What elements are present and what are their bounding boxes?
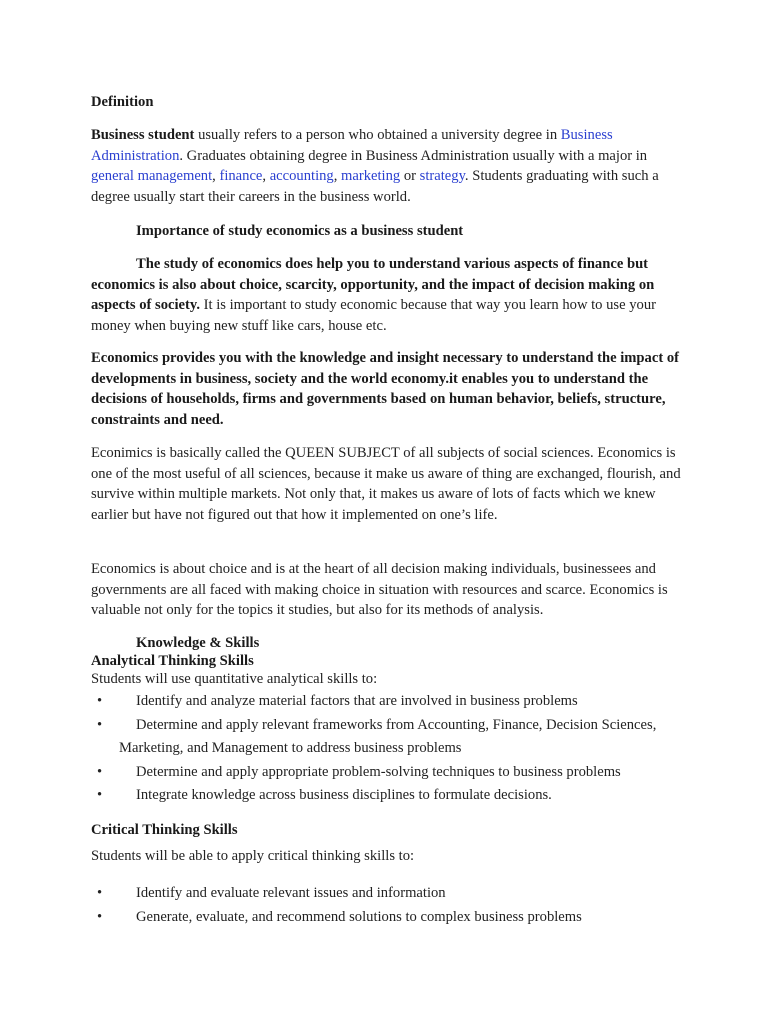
list-item: • Identify and analyze material factors that are involved in business problems	[91, 690, 681, 714]
business-administration-link[interactable]: Business Administration	[91, 127, 613, 164]
list-item: • Determine and apply appropriate problem-solving techniques to business problems	[91, 761, 681, 785]
business-student-term: Business student	[91, 127, 195, 143]
finance-link[interactable]: finance	[219, 168, 263, 184]
strategy-link[interactable]: strategy	[419, 168, 465, 184]
bullet-icon: •	[97, 763, 103, 780]
list-item: • Determine and apply relevant frameworks from Accounting, Finance, Decision Sciences, Marketing, and Management to address business problems	[91, 714, 681, 761]
analytical-list	[91, 690, 681, 808]
bullet-icon: •	[97, 908, 103, 925]
critical-intro: Students will be able to apply critical thinking skills to:	[91, 848, 415, 864]
knowledge-skills-heading: Knowledge & Skills	[136, 635, 260, 651]
list-item: • Generate, evaluate, and recommend solutions to complex business problems	[91, 906, 681, 930]
general-management-link[interactable]: general management	[91, 168, 213, 184]
marketing-link[interactable]: marketing	[341, 168, 401, 184]
choice-paragraph: Economics is about choice and is at the heart of all decision making individuals, businessees and governments are all faced with making choice in situation with resources and scarce. Economics is valuable not only for the topics it studies, but also for its methods of analysis.	[91, 561, 668, 618]
bullet-icon: •	[97, 693, 103, 709]
critical-heading: Critical Thinking Skills	[91, 822, 238, 838]
accounting-link[interactable]: accounting	[269, 168, 334, 184]
bullet-icon: •	[97, 716, 103, 733]
critical-list	[91, 882, 681, 929]
list-item: • Identify and evaluate relevant issues and information	[91, 882, 681, 906]
list-item: • Integrate knowledge across business disciplines to formulate decisions.	[91, 784, 681, 808]
analytical-intro: Students will use quantitative analytical skills to:	[91, 671, 378, 687]
bullet-icon: •	[97, 885, 103, 901]
definition-heading: Definition	[91, 94, 154, 110]
analytical-heading: Analytical Thinking Skills	[91, 653, 254, 669]
definition-paragraph: Business student usually refers to a person who obtained a university degree in Business Administration. Graduates obtaining degree in Business Administration usually with a major in general management, finance, accounting, marketing or strategy. Students graduating with such a degree usually start their careers in the business world.	[91, 127, 659, 205]
importance-heading: Importance of study economics as a business student	[136, 223, 464, 239]
queen-subject-paragraph: Econimics is basically called the QUEEN SUBJECT of all subjects of social sciences. Economics is one of the most useful of all sciences, because it make us aware of thing are exchanged, flourish, and survive within multiple markets. Not only that, it makes us aware of lots of facts which we knew earlier but have not figured out that how it implemented on one’s life.	[91, 445, 681, 523]
importance-paragraph-2: Economics provides you with the knowledge and insight necessary to understand the impact of developments in business, society and the world economy.it enables you to understand the decisions of households, firms and governments based on human behavior, beliefs, structure, constraints and need.	[91, 350, 679, 428]
bullet-icon: •	[97, 787, 103, 803]
importance-paragraph-1: The study of economics does help you to understand various aspects of finance but economics is also about choice, scarcity, opportunity, and the impact of decision making on aspects of society. It is important to study economic because that way you learn how to use your money when buying new stuff like cars, house etc.	[91, 256, 656, 334]
